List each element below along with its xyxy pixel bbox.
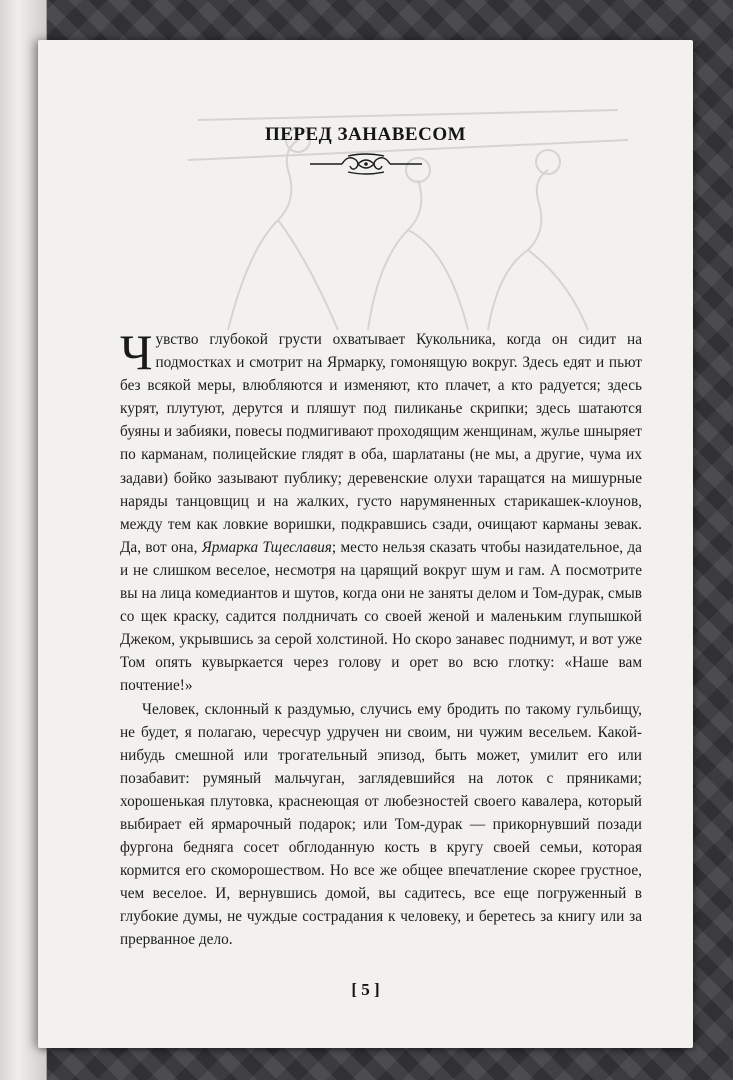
chapter-title: ПЕРЕД ЗАНАВЕСОМ <box>264 124 467 145</box>
book-page <box>38 40 693 1048</box>
body-text <box>120 324 642 952</box>
page-number: [ 5 ] <box>351 980 380 999</box>
paragraph-1-text: увство глубокой грусти охватывает Кукольника, когда он сидит на подмостках и смотрит на Ярмарку, гомонящую вокруг. Здесь едят и пьют без всякой меры, влюбляются и изменяют, кто плачет, а кто радуется; здесь курят, плутуют, дерутся и пляшут под пиликанье скрипки; здесь шатаются буяны и забияки, повесы подмигивают проходящим женщинам, жулье шныряет по карманам, полицейские глядят в оба, шарлатаны (не мы, а другие, чума их задави) бойко зазывают публику; деревенские олухи таращатся на мишурные наряды танцовщиц и на жалких, густо нарумяненных старикашек-клоунов, между тем как ловкие воришки, подкравшись сзади, очищают карманы зевак. Да, вот она, <box>120 331 642 556</box>
drop-cap: Ч <box>120 324 153 380</box>
paragraph-2: Человек, склонный к раздумью, случись ему бродить по такому гульбищу, не будет, я полагаю, чересчур удручен ни своим, ни чужим весельем. Какой-нибудь смешной или трогательный эпизод, быть может, умилит его или позабавит: румяный мальчуган, заглядевшийся на лоток с пряниками; хорошенькая плутовка, краснеющая от любезностей своего кавалера, который выбирает ей ярмарочный подарок; или Том-дурак — прикорнувший позади фургона бедняга сосет обглоданную кость в кругу своей семьи, которая кормится его скоморошеством. Но все же общее впечатление скорее грустное, чем веселое. И, вернувшись домой, вы садитесь, все еще погруженный в глубокие думы, не чуждые сострадания к человеку, и беретесь за книгу или за прерванное дело. <box>120 700 642 949</box>
paragraph-1 <box>120 324 642 698</box>
paragraph-1-italic: Ярмарка Тщеславия <box>201 538 332 556</box>
paragraph-1-text-continued: ; место нельзя сказать чтобы назидательное, да и не слишком веселое, несмотря на царящий вокруг шум и гам. А посмотрите вы на лица комедиантов и шутов, когда они не заняты делом и Том-дурак, смыв со щек краску, садится полдничать со своей женой и маленьким глупышкой Джеком, укрывшись за серой холстиной. Но скоро занавес поднимут, и вот уже Том опять кувыркается через голову и орет во всю глотку: «Наше вам почтение!» <box>120 538 642 695</box>
decorative-scroll-ornament-icon <box>308 152 424 176</box>
